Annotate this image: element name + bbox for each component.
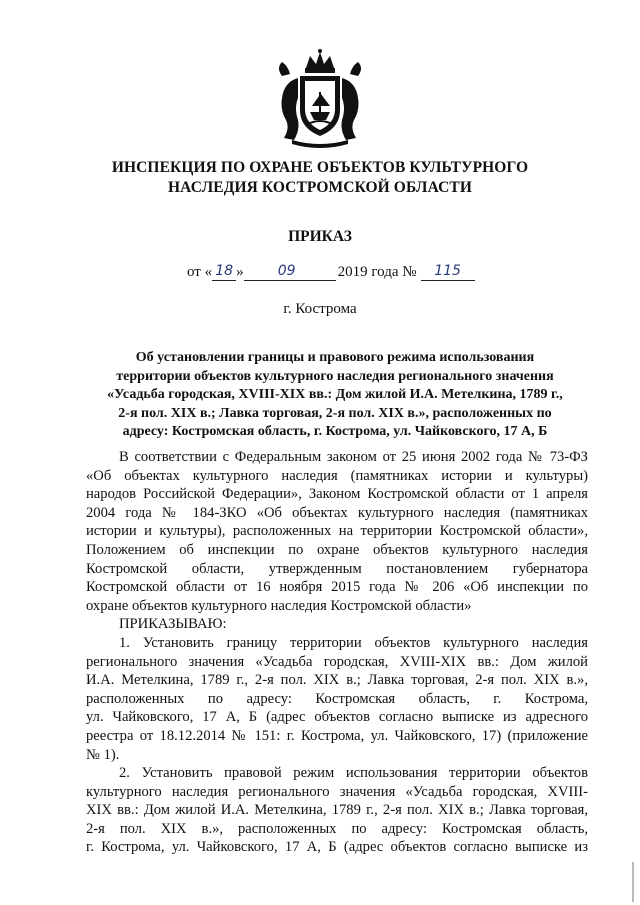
subject-line: 2-я пол. XIX в.; Лавка торговая, 2-я пол. XIX в.», расположенных по — [118, 405, 552, 421]
subject-line: Об установлении границы и правового режима использования — [135, 350, 535, 365]
order-subject — [88, 349, 582, 442]
org-name-line-1: ИНСПЕКЦИЯ ПО ОХРАНЕ ОБЪЕКТОВ КУЛЬТУРНОГО — [111, 159, 529, 176]
order-body — [86, 448, 588, 857]
body-line: расположенных по адресу: Костромская область, г. Кострома, — [86, 690, 588, 707]
body-line: 2004 года № 184-ЗКО «Об объектах культурного наследия (памятниках — [86, 504, 588, 521]
body-line: регионального значения «Усадьба городская, XVIII-XIX вв.: Дом жилой — [86, 653, 588, 670]
body-line: И.А. Метелкина, 1789 г., 2-я пол. XIX в.; Лавка торговая, 2-я пол. XIX в.», — [86, 672, 588, 689]
org-name-line-2: НАСЛЕДИЯ КОСТРОМСКОЙ ОБЛАСТИ — [168, 179, 472, 196]
body-line: XIX вв.: Дом жилой И.А. Метелкина, 1789 г., 2-я пол. XIX в.; Лавка торговая, — [86, 802, 588, 819]
date-month: 09 — [244, 262, 330, 281]
body-line: культурного наследия регионального значения «Усадьба городская, XVIII- — [86, 783, 588, 800]
coat-of-arms-emblem — [272, 48, 368, 148]
body-line: 1. Установить границу территории объектов культурного наследия — [119, 634, 588, 651]
body-line: реестра от 18.12.2014 № 151: г. Кострома, ул. Чайковского, 17) (приложение — [86, 727, 588, 744]
document-type-title: ПРИКАЗ — [288, 228, 352, 245]
subject-line: территории объектов культурного наследия регионального значения — [116, 368, 554, 384]
date-mid: » — [236, 264, 244, 280]
body-line: «Об объектах культурного наследия (памятниках истории и культуры) — [86, 467, 588, 484]
city-line: г. Кострома — [283, 301, 357, 317]
body-line: Положением об инспекции по охране объектов культурного наследия — [86, 541, 588, 558]
order-number: 115 — [421, 262, 475, 281]
date-year-text: 2019 года № — [337, 264, 417, 280]
body-line: 2. Установить правовой режим использования территории объектов — [119, 765, 588, 782]
body-line: В соответствии с Федеральным законом от 25 июня 2002 года № 73-ФЗ — [119, 449, 588, 465]
body-line: Костромской области от 16 ноября 2015 года № 206 «Об инспекции по — [86, 579, 588, 596]
date-day: 18 — [212, 262, 236, 281]
order-directive: ПРИКАЗЫВАЮ: — [119, 616, 227, 633]
subject-line: адресу: Костромская область, г. Кострома, ул. Чайковского, 17 А, Б — [122, 424, 548, 440]
subject-line: «Усадьба городская, XVIII-XIX вв.: Дом жилой И.А. Метелкина, 1789 г., — [107, 387, 563, 403]
body-line: № 1). — [86, 746, 120, 763]
body-line: народов Российской Федерации», Законом Костромской области от 1 апреля — [86, 486, 588, 503]
scan-edge-mark — [632, 862, 634, 902]
body-line: г. Кострома, ул. Чайковского, 17 А, Б (адрес объектов согласно выписке из — [86, 839, 588, 856]
body-line: Костромской области, утвержденным постановлением губернатора — [86, 560, 588, 577]
body-line: охране объектов культурного наследия Костромской области» — [86, 597, 472, 614]
organization-name — [60, 158, 580, 198]
body-line: ул. Чайковского, 17 А, Б (адрес объектов согласно выписке из адресного — [86, 709, 588, 726]
order-date-line — [187, 262, 475, 284]
date-prefix: от « — [187, 264, 213, 280]
body-line: истории и культуры), расположенных на территории Костромской области», — [86, 523, 588, 540]
body-line: 2-я пол. XIX в.», расположенных по адресу: Костромская область, — [86, 820, 588, 837]
